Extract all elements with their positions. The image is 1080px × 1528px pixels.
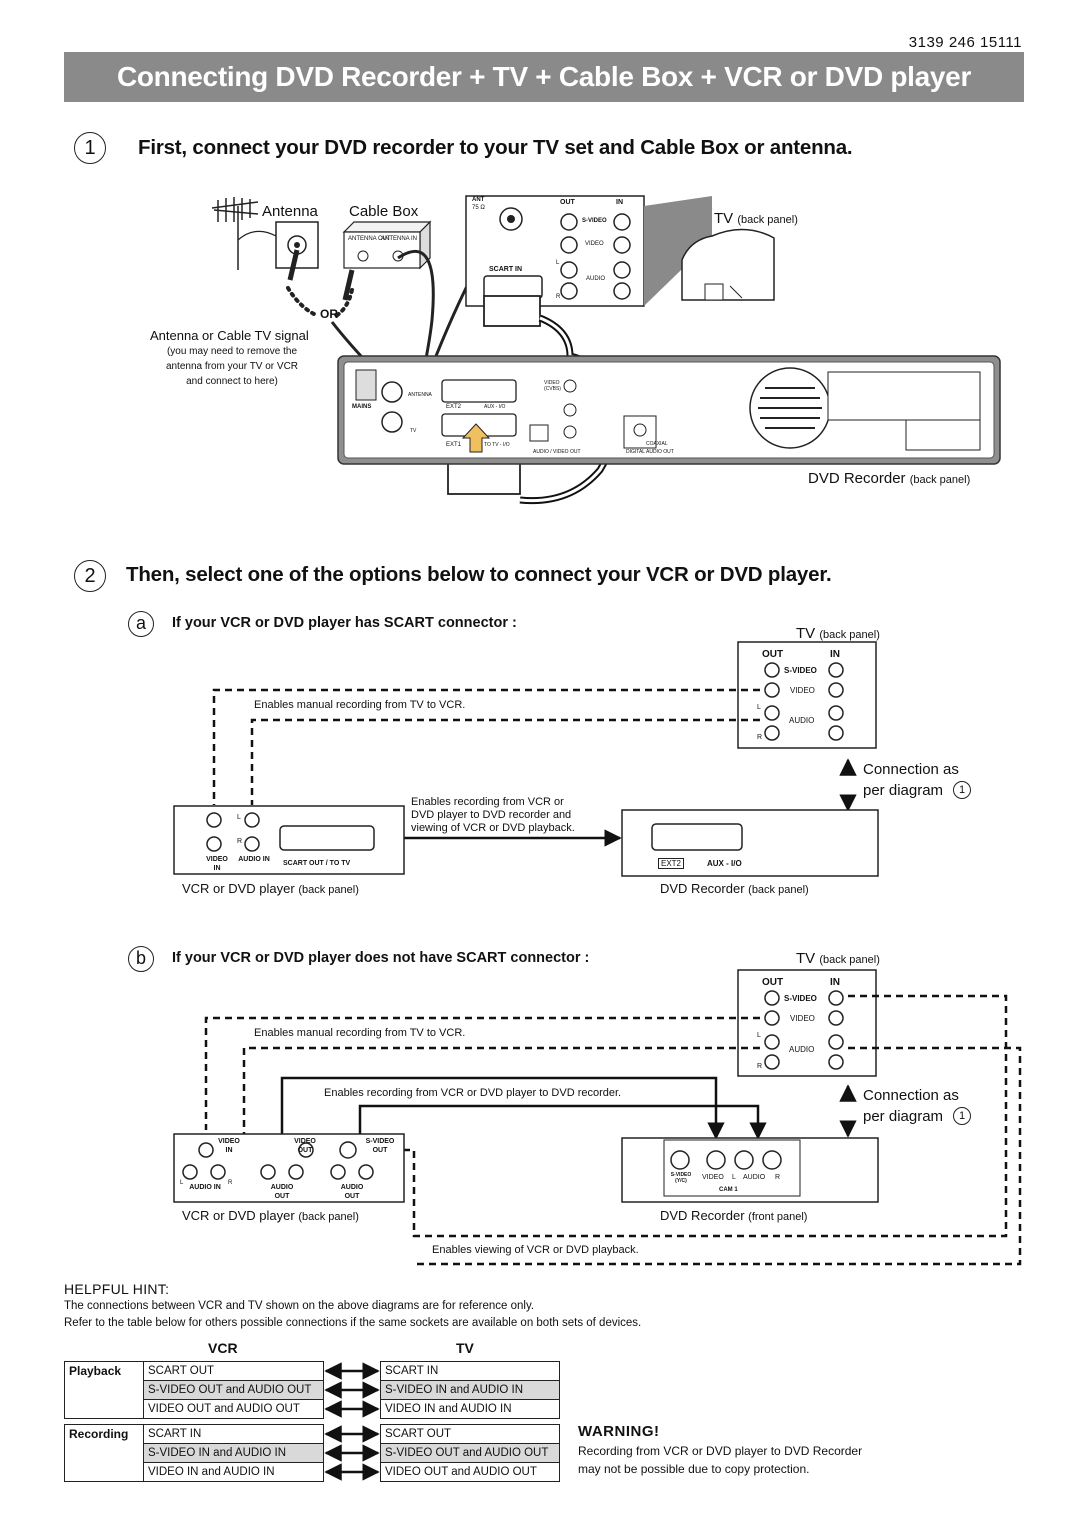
vcr-label-2b xyxy=(182,1208,359,1223)
tv-back-panel-2a xyxy=(738,642,876,748)
hint-title: HELPFUL HINT: xyxy=(64,1281,170,1297)
playback-label: Playback xyxy=(65,1362,144,1419)
wall-socket-icon xyxy=(238,222,318,268)
dvd-label-2b xyxy=(660,1208,807,1223)
tv-back-panel-step1 xyxy=(466,196,644,306)
dvd2b-l: L xyxy=(732,1174,736,1181)
tv-back-panel-2b xyxy=(738,970,876,1076)
option-a-letter: a xyxy=(128,611,154,637)
cable-box-label: Cable Box xyxy=(349,203,419,220)
vcr2b-audio-in: AUDIO IN xyxy=(189,1184,221,1191)
tv-sublabel-2b: (back panel) xyxy=(819,954,880,966)
dvd-totv-label: TO TV - I/O xyxy=(484,442,510,448)
tv2b-video: VIDEO xyxy=(790,1014,815,1023)
vcr2b-r: R xyxy=(228,1180,233,1186)
dvd-digital-audio-label: DIGITAL AUDIO OUT xyxy=(626,449,674,455)
signal-label: Antenna or Cable TV signal xyxy=(150,328,309,343)
tv-label-step1 xyxy=(714,210,798,227)
dvd-label-2a xyxy=(660,881,809,896)
cable-box-icon xyxy=(344,222,430,268)
dvd-label-2b-text: DVD Recorder xyxy=(660,1208,745,1223)
note-viewing-2b: Enables viewing of VCR or DVD playback. xyxy=(432,1244,639,1256)
dvd-label-text: DVD Recorder xyxy=(808,470,906,487)
step-2-number: 2 xyxy=(74,560,106,592)
recording-label: Recording xyxy=(65,1425,144,1482)
dvd-ext1-label: EXT1 xyxy=(446,442,462,448)
playback-tv-row-1: SCART IN xyxy=(381,1362,560,1381)
dvd-sublabel-2a: (back panel) xyxy=(748,884,809,896)
signal-note-2: antenna from your TV or VCR xyxy=(165,361,299,372)
tv-audio-label: AUDIO xyxy=(586,276,606,282)
recording-tv-row-2: S-VIDEO OUT and AUDIO OUT xyxy=(381,1444,560,1463)
recording-vcr-row-1: SCART IN xyxy=(144,1425,324,1444)
recording-vcr-row-2: S-VIDEO IN and AUDIO IN xyxy=(144,1444,324,1463)
tv-ant-label: ANT xyxy=(472,197,485,203)
tv-label-2a-text: TV xyxy=(796,625,816,642)
tv2b-r: R xyxy=(757,1063,763,1070)
dvd-video-cvbs-label: VIDEO (CVBS) xyxy=(544,380,561,392)
connection-as-2b: Connection as xyxy=(863,1087,959,1104)
vcr2a-audio-in: AUDIO IN xyxy=(238,856,270,863)
tv-l-label: L xyxy=(556,260,560,266)
note-manual-2a: Enables manual recording from TV to VCR. xyxy=(254,699,466,711)
per-diagram-number-2b: 1 xyxy=(953,1107,971,1125)
tv-label-2a xyxy=(796,625,880,642)
playback-tv-row-2: S-VIDEO IN and AUDIO IN xyxy=(381,1381,560,1400)
note-recording-2a-3: viewing of VCR or DVD playback. xyxy=(411,822,575,834)
dvd2b-cam: CAM 1 xyxy=(719,1187,738,1193)
page-title: Connecting DVD Recorder + TV + Cable Box + VCR or DVD player xyxy=(116,61,972,92)
vcr2b-video-out: VIDEO OUT xyxy=(294,1138,316,1154)
playback-vcr-table xyxy=(64,1361,324,1419)
vcr2a-l: L xyxy=(237,814,241,821)
antenna-icon xyxy=(212,197,258,270)
playback-vcr-row-2: S-VIDEO OUT and AUDIO OUT xyxy=(144,1381,324,1400)
dvd-coaxial-label: COAXIAL xyxy=(646,441,668,447)
or-label: OR xyxy=(320,307,338,321)
table-col-tv: TV xyxy=(456,1340,474,1356)
vcr-label-2a xyxy=(182,881,359,896)
tv-label-text: TV xyxy=(714,210,734,227)
hint-line-2: Refer to the table below for others possible connections if the same sockets are available on both sets of devices. xyxy=(64,1317,642,1329)
vcr-label-2a-text: VCR or DVD player xyxy=(182,881,295,896)
playback-tv-row-3: VIDEO IN and AUDIO IN xyxy=(381,1400,560,1419)
vcr-label-2b-text: VCR or DVD player xyxy=(182,1208,295,1223)
tv-r-label: R xyxy=(556,294,561,300)
dvd-label-2a-text: DVD Recorder xyxy=(660,881,745,896)
per-diagram-2a: per diagram xyxy=(863,782,944,799)
recording-tv-table xyxy=(380,1424,560,1482)
dvd-tv-label: TV xyxy=(410,428,417,434)
dvd-aux-label: AUX - I/O xyxy=(484,404,506,410)
note-recording-2b: Enables recording from VCR or DVD player to DVD recorder. xyxy=(324,1087,622,1099)
warning-line-1: Recording from VCR or DVD player to DVD Recorder xyxy=(578,1444,863,1458)
connection-as-2a: Connection as xyxy=(863,761,959,778)
hint-line-1: The connections between VCR and TV shown on the above diagrams are for reference only. xyxy=(64,1300,535,1312)
tv-out-label: OUT xyxy=(560,199,575,206)
dvd-recorder-front-panel-2b xyxy=(622,1138,878,1202)
option-b-letter: b xyxy=(128,946,154,972)
tv2a-video: VIDEO xyxy=(790,686,815,695)
tv2b-in: IN xyxy=(830,977,840,988)
dvd-recorder-back-panel-step1 xyxy=(338,356,1000,464)
step-1-number: 1 xyxy=(74,132,106,164)
vcr2a-video-in: VIDEO IN xyxy=(206,856,228,872)
vcr2a-r: R xyxy=(237,838,243,845)
recording-tv-row-1: SCART OUT xyxy=(381,1425,560,1444)
tv2b-audio: AUDIO xyxy=(789,1045,815,1054)
step-2-heading: Then, select one of the options below to connect your VCR or DVD player. xyxy=(126,563,832,586)
vcr-sublabel-2a: (back panel) xyxy=(298,884,359,896)
table-col-vcr: VCR xyxy=(208,1340,238,1356)
dvd-label-step1 xyxy=(808,470,970,487)
vcr2b-svideo-out: S-VIDEO OUT xyxy=(365,1138,395,1154)
warning-title: WARNING! xyxy=(578,1423,660,1440)
tv-ohm-label: 75 Ω xyxy=(472,205,485,211)
cable-box-antenna-out: ANTENNA OUT xyxy=(348,236,391,242)
per-diagram-2b: per diagram xyxy=(863,1108,944,1125)
tv2a-audio: AUDIO xyxy=(789,716,815,725)
signal-note-3: and connect to here) xyxy=(186,376,278,387)
tv-sublabel: (back panel) xyxy=(737,214,798,226)
vcr2b-l: L xyxy=(180,1180,184,1186)
recording-vcr-row-3: VIDEO IN and AUDIO IN xyxy=(144,1463,324,1482)
dvd2b-video: VIDEO xyxy=(702,1174,724,1181)
option-b-heading: If your VCR or DVD player does not have SCART connector : xyxy=(172,950,590,966)
dvd-mains-label: MAINS xyxy=(352,404,372,410)
signal-note-1: (you may need to remove the xyxy=(166,346,298,357)
tv-sublabel-2a: (back panel) xyxy=(819,629,880,641)
step-1-heading: First, connect your DVD recorder to your TV set and Cable Box or antenna. xyxy=(138,136,853,159)
recording-vcr-table xyxy=(64,1424,324,1482)
tv2b-out: OUT xyxy=(762,977,784,988)
dvd2b-r: R xyxy=(775,1174,781,1181)
tv-label-2b-text: TV xyxy=(796,950,816,967)
antenna-label: Antenna xyxy=(262,203,318,220)
tv-in-label: IN xyxy=(616,199,623,206)
dvd2b-audio: AUDIO xyxy=(743,1174,766,1181)
tv2a-in: IN xyxy=(830,649,840,660)
tv2b-l: L xyxy=(757,1032,761,1039)
tv2a-out: OUT xyxy=(762,649,784,660)
vcr2a-scart: SCART OUT / TO TV xyxy=(283,860,351,867)
option-a-heading: If your VCR or DVD player has SCART connector : xyxy=(172,615,517,631)
tv-label-2b xyxy=(796,950,880,967)
tv2b-svideo: S-VIDEO xyxy=(784,994,817,1003)
tv-video-label: VIDEO xyxy=(585,241,604,247)
dvd2a-ext2: EXT2 xyxy=(658,858,684,869)
vcr2b-video-in: VIDEO IN xyxy=(218,1138,240,1154)
tv-scart-in-label: SCART IN xyxy=(489,266,523,273)
note-manual-2b: Enables manual recording from TV to VCR. xyxy=(254,1027,466,1039)
tv2a-r: R xyxy=(757,734,763,741)
dvd-av-out-label: AUDIO / VIDEO OUT xyxy=(533,449,581,455)
recording-tv-row-3: VIDEO OUT and AUDIO OUT xyxy=(381,1463,560,1482)
cable-box-antenna-in: ANTENNA IN xyxy=(381,236,418,242)
note-recording-2a-2: DVD player to DVD recorder and xyxy=(411,809,572,821)
vcr2b-audio-out: AUDIO OUT xyxy=(270,1184,294,1200)
dvd-sublabel: (back panel) xyxy=(909,474,971,486)
tv-svideo-label: S-VIDEO xyxy=(582,218,607,224)
warning-line-2: may not be possible due to copy protection. xyxy=(578,1462,810,1476)
tv2a-l: L xyxy=(757,704,761,711)
dvd2b-svideo: S-VIDEO (Y/C) xyxy=(670,1172,692,1184)
document-number: 3139 246 15111 xyxy=(908,34,1022,51)
dvd-ext2-label: EXT2 xyxy=(446,404,462,410)
vcr2b-audio-out-2: AUDIO OUT xyxy=(340,1184,364,1200)
dvd-sublabel-2b: (front panel) xyxy=(748,1211,808,1223)
playback-tv-table xyxy=(380,1361,560,1419)
playback-vcr-row-3: VIDEO OUT and AUDIO OUT xyxy=(144,1400,324,1419)
tv2a-svideo: S-VIDEO xyxy=(784,666,817,675)
playback-vcr-row-1: SCART OUT xyxy=(144,1362,324,1381)
per-diagram-number-2a: 1 xyxy=(953,781,971,799)
dvd-antenna-label: ANTENNA xyxy=(408,392,432,398)
dvd2a-aux: AUX - I/O xyxy=(707,859,742,868)
vcr-sublabel-2b: (back panel) xyxy=(298,1211,359,1223)
note-recording-2a-1: Enables recording from VCR or xyxy=(411,796,564,808)
